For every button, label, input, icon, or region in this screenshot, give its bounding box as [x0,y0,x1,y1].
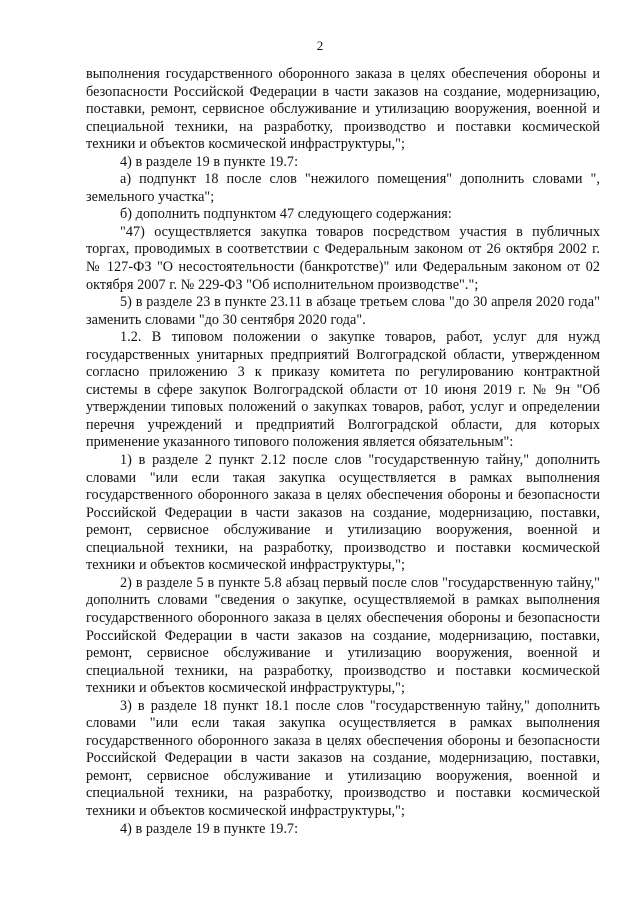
paragraph: а) подпункт 18 после слов "нежилого помещения" дополнить словами ", земельного участка"; [86,171,600,205]
document-body [86,66,600,838]
page-number: 2 [316,38,324,53]
paragraph: б) дополнить подпунктом 47 следующего содержания: [120,206,452,223]
paragraph: 1.2. В типовом положении о закупке товаров, работ, услуг для нужд государственных унитарных предприятий Волгоградской области, утвержденном согласно приложению 3 к приказу комитета по регулированию контрактной системы в сфере закупок Волгоградской области от 10 июня 2019 г. № 9н "Об утверждении типовых положений о закупках товаров, работ, услуг и определении перечня учреждений и предприятий Волгоградской области, для которых применение указанного типового положения является обязательным": [86,329,600,451]
paragraph: выполнения государственного оборонного заказа в целях обеспечения обороны и безопасности Российской Федерации в части заказов на создание, модернизацию, поставки, ремонт, сервисное обслуживание и утилизацию вооружения, военной и специальной техники, на разработку, производство и поставки космической техники и объектов космической инфраструктуры,"; [86,66,600,153]
paragraph: "47) осуществляется закупка товаров посредством участия в публичных торгах, проводимых в соответствии с Федеральным законом от 26 октября 2002 г. № 127-ФЗ "О несостоятельности (банкротстве)" или Федеральным законом от 02 октября 2007 г. № 229-ФЗ "Об исполнительном производстве"."; [86,223,600,293]
paragraph: 3) в разделе 18 пункт 18.1 после слов "государственную тайну," дополнить словами "или если такая закупка осуществляется в рамках выполнения государственного оборонного заказа в целях обеспечения обороны и безопасности Российской Федерации в части заказов на создание, модернизацию, поставки, ремонт, сервисное обслуживание и утилизацию вооружения, военной и специальной техники, на разработку, производство и поставки космической техники и объектов космической инфраструктуры,"; [86,697,600,819]
paragraph: 2) в разделе 5 в пункте 5.8 абзац первый после слов "государственную тайну," дополнить словами "сведения о закупке, осуществляемой в рамках выполнения государственного оборонного заказа в целях обеспечения обороны и безопасности Российской Федерации в части заказов на создание, модернизацию, поставки, ремонт, сервисное обслуживание и утилизацию вооружения, военной и специальной техники, на разработку, производство и поставки космической техники и объектов космической инфраструктуры,"; [86,574,600,697]
paragraph: 4) в разделе 19 в пункте 19.7: [120,820,299,837]
paragraph: 4) в разделе 19 в пункте 19.7: [120,153,299,170]
paragraph: 1) в разделе 2 пункт 2.12 после слов "государственную тайну," дополнить словами "или если такая закупка осуществляется в рамках выполнения государственного оборонного заказа в целях обеспечения обороны и безопасности Российской Федерации в части заказов на создание, модернизацию, поставки, ремонт, сервисное обслуживание и утилизацию вооружения, военной и специальной техники, на разработку, производство и поставки космической техники и объектов космической инфраструктуры,"; [86,452,600,574]
paragraph: 5) в разделе 23 в пункте 23.11 в абзаце третьем слова "до 30 апреля 2020 года" заменить словами "до 30 сентября 2020 года". [86,294,600,328]
